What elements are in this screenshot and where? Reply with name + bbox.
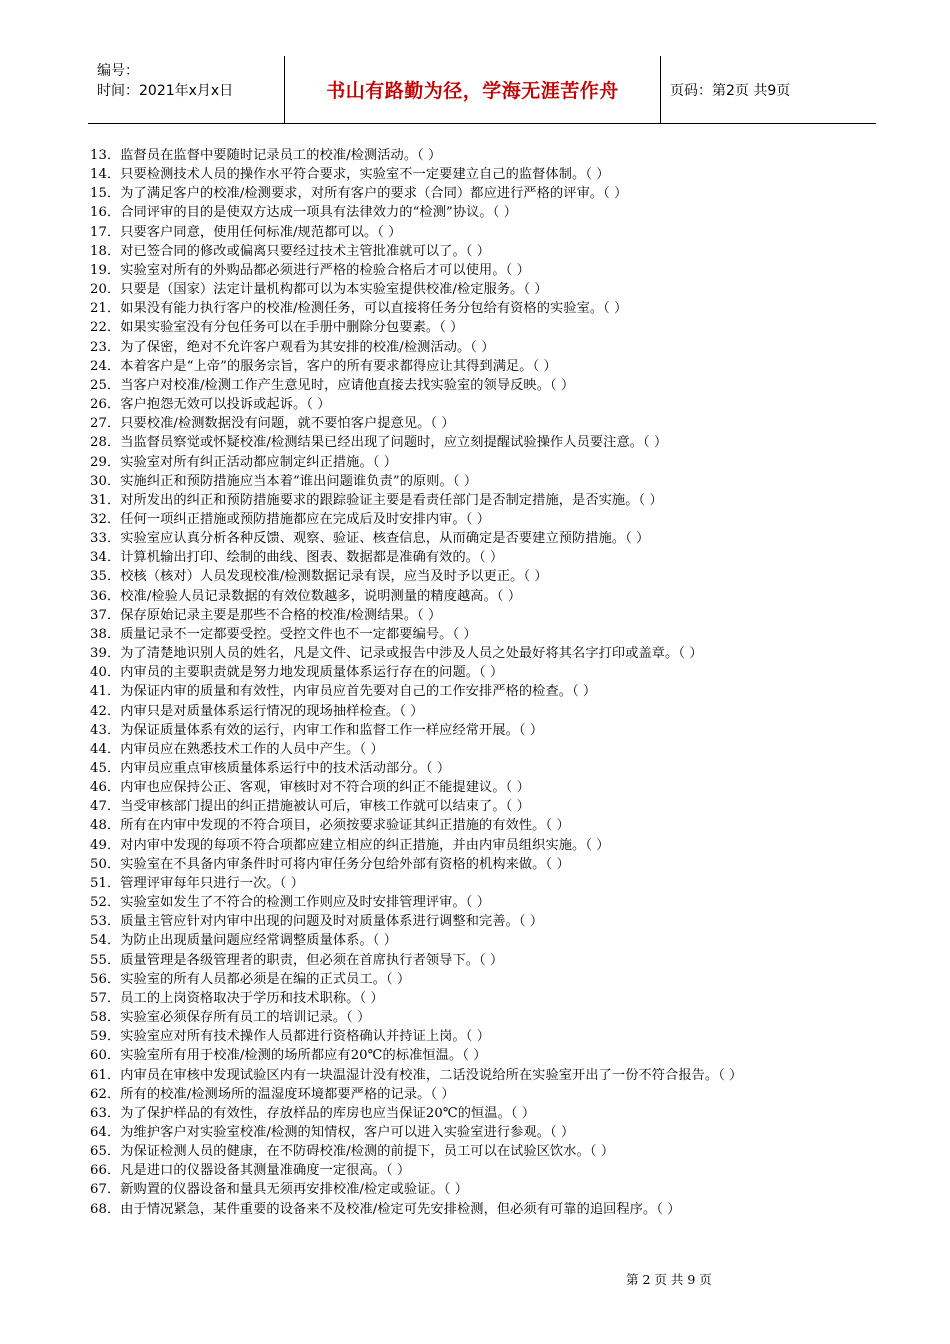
question-item: 21．如果没有能力执行客户的校准/检测任务，可以直接将任务分包给有资格的实验室。（ ） bbox=[90, 301, 628, 317]
question-item: 37．保存原始记录主要是那些不合格的校准/检测结果。（ ） bbox=[90, 607, 442, 623]
question-item: 48．所有在内审中发现的不符合项目，必须按要求验证其纠正措施的有效性。（ ） bbox=[90, 818, 570, 834]
header-info-cell bbox=[88, 56, 285, 123]
question-item: 25．当客户对校准/检测工作产生意见时，应请他直接去找实验室的领导反映。（ ） bbox=[90, 377, 575, 393]
header-motto-cell bbox=[285, 56, 661, 123]
question-item: 28．当监督员察觉或怀疑校准/检测结果已经出现了问题时，应立刻提醒试验操作人员要注意。（ ） bbox=[90, 435, 668, 451]
question-item: 61．内审员在审核中发现试验区内有一块温湿计没有校准，二话没说给所在实验室开出了一份不符合报告。（ ） bbox=[90, 1067, 743, 1083]
question-item: 14．只要检测技术人员的操作水平符合要求，实验室不一定要建立自己的监督体制。（ ） bbox=[90, 167, 610, 183]
question-item: 59．实验室应对所有技术操作人员都进行资格确认并持证上岗。（ ） bbox=[90, 1029, 491, 1045]
question-item: 43．为保证质量体系有效的运行，内审工作和监督工作一样应经常开展。（ ） bbox=[90, 722, 544, 738]
question-item: 31．对所发出的纠正和预防措施要求的跟踪验证主要是看责任部门是否制定措施，是否实施。（ ） bbox=[90, 492, 663, 508]
question-item: 56．实验室的所有人员都必须是在编的正式员工。（ ） bbox=[90, 971, 411, 987]
question-item: 18．对已签合同的修改或偏离只要经过技术主管批准就可以了。（ ） bbox=[90, 243, 491, 259]
question-item: 17．只要客户同意，使用任何标准/规范都可以。（ ） bbox=[90, 224, 402, 240]
question-item: 32．任何一项纠正措施或预防措施都应在完成后及时安排内审。（ ） bbox=[90, 511, 491, 527]
question-item: 52．实验室如发生了不符合的检测工作则应及时安排管理评审。（ ） bbox=[90, 895, 491, 911]
question-item: 64．为维护客户对实验室校准/检测的知情权，客户可以进入实验室进行参观。（ ） bbox=[90, 1124, 575, 1140]
question-item: 54．为防止出现质量问题应经常调整质量体系。（ ） bbox=[90, 933, 397, 949]
question-item: 27．只要校准/检测数据没有问题，就不要怕客户提意见。（ ） bbox=[90, 416, 455, 432]
question-list bbox=[90, 146, 885, 1219]
question-item: 50．实验室在不具备内审条件时可将内审任务分包给外部有资格的机构来做。（ ） bbox=[90, 856, 570, 872]
question-item: 34．计算机输出打印、绘制的曲线、图表、数据都是准确有效的。（ ） bbox=[90, 550, 504, 566]
question-item: 13．监督员在监督中要随时记录员工的校准/检测活动。（ ） bbox=[90, 148, 442, 163]
question-item: 35．校核（核对）人员发现校准/检测数据记录有误，应当及时予以更正。（ ） bbox=[90, 569, 548, 585]
question-item: 63．为了保护样品的有效性，存放样品的库房也应当保证20℃的恒温。（ ） bbox=[90, 1105, 536, 1121]
question-item: 26．客户抱怨无效可以投诉或起诉。（ ） bbox=[90, 397, 331, 413]
question-item: 53．质量主管应针对内审中出现的问题及时对质量体系进行调整和完善。（ ） bbox=[90, 914, 544, 930]
question-item: 40．内审员的主要职责就是努力地发现质量体系运行存在的问题。（ ） bbox=[90, 665, 504, 681]
question-item: 49．对内审中发现的每项不符合项都应建立相应的纠正措施，并由内审员组织实施。（ ） bbox=[90, 837, 610, 853]
motto-text: 书山有路勤为径，学海无涯苦作舟 bbox=[326, 80, 619, 102]
question-item: 55．质量管理是各级管理者的职责，但必须在首席执行者领导下。（ ） bbox=[90, 952, 504, 968]
question-item: 23．为了保密，绝对不允许客户观看为其安排的校准/检测活动。（ ） bbox=[90, 339, 495, 355]
question-item: 36．校准/检验人员记录数据的有效位数越多，说明测量的精度越高。（ ） bbox=[90, 588, 522, 604]
question-item: 65．为保证检测人员的健康，在不防碍校准/检测的前提下，员工可以在试验区饮水。（ ） bbox=[90, 1144, 615, 1160]
question-item: 33．实验室应认真分析各种反馈、观察、验证、核查信息，从而确定是否要建立预防措施。（ ） bbox=[90, 531, 650, 547]
question-item: 22．如果实验室没有分包任务可以在手册中删除分包要素。（ ） bbox=[90, 320, 464, 336]
question-item: 57．员工的上岗资格取决于学历和技术职称。（ ） bbox=[90, 990, 384, 1006]
question-item: 58．实验室必须保存所有员工的培训记录。（ ） bbox=[90, 1010, 371, 1026]
page-header bbox=[88, 56, 876, 124]
question-item: 66．凡是进口的仪器设备其测量准确度一定很高。（ ） bbox=[90, 1163, 411, 1179]
question-item: 24．本着客户是“上帝”的服务宗旨，客户的所有要求都得应让其得到满足。（ ） bbox=[90, 358, 557, 374]
question-item: 19．实验室对所有的外购品都必须进行严格的检验合格后才可以使用。（ ） bbox=[90, 262, 530, 278]
question-item: 38．质量记录不一定都要受控。受控文件也不一定都要编号。（ ） bbox=[90, 626, 477, 642]
header-page-cell bbox=[661, 56, 876, 123]
question-item: 68．由于情况紧急，某件重要的设备来不及校准/检定可先安排检测，但必须有可靠的追回程序。（ ） bbox=[90, 1201, 681, 1217]
question-item: 47．当受审核部门提出的纠正措施被认可后，审核工作就可以结束了。（ ） bbox=[90, 799, 530, 815]
question-item: 15．为了满足客户的校准/检测要求，对所有客户的要求（合同）都应进行严格的评审。（ ） bbox=[90, 186, 628, 202]
page-footer bbox=[626, 1270, 712, 1288]
question-item: 44．内审员应在熟悉技术工作的人员中产生。（ ） bbox=[90, 741, 384, 757]
date-label: 时间：2021年x月x日 bbox=[97, 83, 234, 99]
question-item: 29．实验室对所有纠正活动都应制定纠正措施。（ ） bbox=[90, 454, 397, 470]
question-item: 67．新购置的仪器设备和量具无须再安排校准/检定或验证。（ ） bbox=[90, 1182, 468, 1198]
question-item: 30．实施纠正和预防措施应当本着“谁出问题谁负责”的原则。（ ） bbox=[90, 473, 478, 489]
question-item: 41．为保证内审的质量和有效性，内审员应首先要对自己的工作安排严格的检查。（ ） bbox=[90, 684, 597, 700]
serial-number-label: 编号： bbox=[97, 63, 139, 79]
question-item: 42．内审只是对质量体系运行情况的现场抽样检查。（ ） bbox=[90, 703, 424, 719]
footer-page-number: 第 2 页 共 9 页 bbox=[626, 1272, 712, 1287]
question-item: 62．所有的校准/检测场所的温湿度环境都要严格的记录。（ ） bbox=[90, 1086, 455, 1102]
question-item: 51．管理评审每年只进行一次。（ ） bbox=[90, 875, 304, 891]
question-item: 46．内审也应保持公正、客观，审核时对不符合项的纠正不能提建议。（ ） bbox=[90, 780, 530, 796]
question-item: 45．内审员应重点审核质量体系运行中的技术活动部分。（ ） bbox=[90, 761, 451, 776]
question-item: 39．为了清楚地识别人员的姓名，凡是文件、记录或报告中涉及人员之处最好将其名字打印或盖章。（ ） bbox=[90, 646, 703, 662]
question-item: 60．实验室所有用于校准/检测的场所都应有20℃的标准恒温。（ ） bbox=[90, 1048, 487, 1064]
question-item: 16．合同评审的目的是使双方达成一项具有法律效力的“检测”协议。（ ） bbox=[90, 205, 517, 221]
page-number-label: 页码：第2页 共9页 bbox=[670, 82, 791, 99]
question-item: 20．只要是（国家）法定计量机构都可以为本实验室提供校准/检定服务。（ ） bbox=[90, 282, 548, 298]
